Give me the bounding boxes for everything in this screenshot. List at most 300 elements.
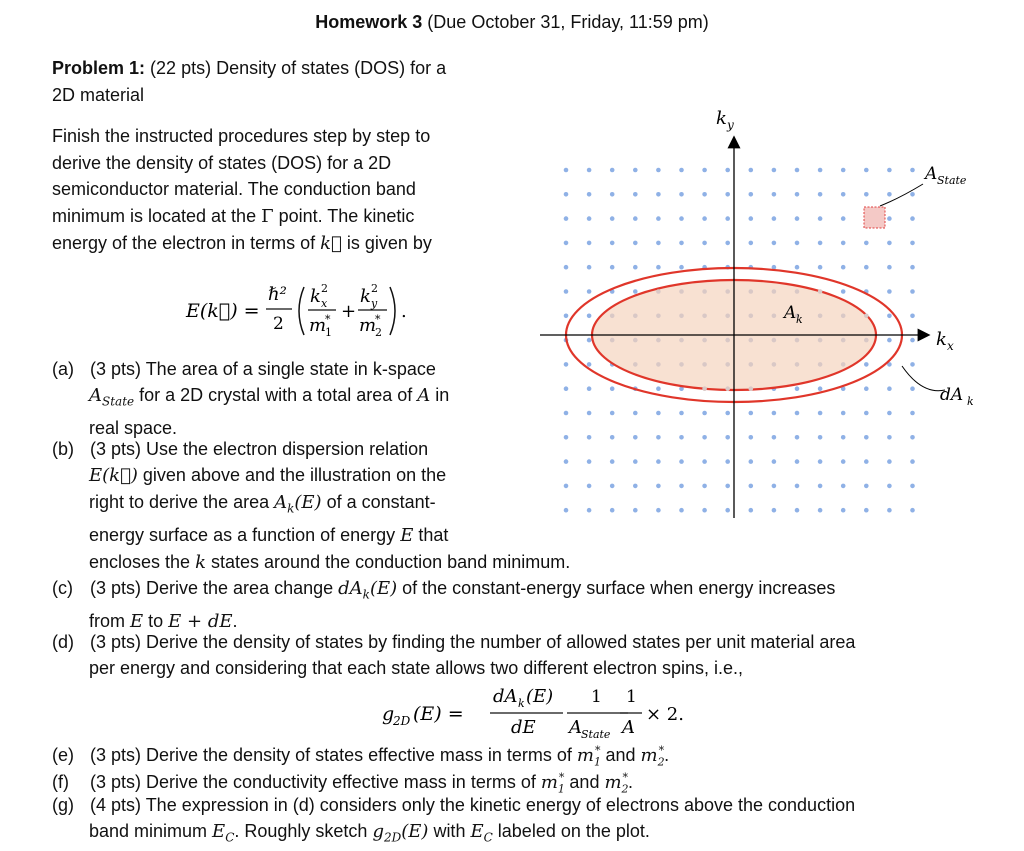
- k-state-dot: [910, 192, 915, 197]
- k-state-dot: [725, 241, 730, 246]
- c-E: E: [130, 610, 144, 632]
- b-k: k: [195, 551, 206, 573]
- k-state-dot: [564, 168, 569, 173]
- k-state-dot: [841, 338, 846, 343]
- k-state-dot: [772, 338, 777, 343]
- g-g2d-sub: 2D: [383, 830, 402, 845]
- eq-left-paren: [299, 287, 304, 335]
- ak-label-sub: k: [796, 313, 803, 326]
- k-state-dot: [656, 338, 661, 343]
- intro-line1: Finish the instructed procedures step by step to: [52, 126, 431, 146]
- k-state-dot: [818, 508, 823, 513]
- intro-line2: derive the density of states (DOS) for a 2D: [52, 152, 392, 173]
- k-state-dot: [864, 338, 869, 343]
- k-state-dot: [656, 216, 661, 221]
- k-state-dot: [864, 168, 869, 173]
- k-state-dot: [818, 192, 823, 197]
- k-state-dot: [679, 362, 684, 367]
- k-state-dot: [610, 386, 615, 391]
- k-state-dot: [656, 484, 661, 489]
- k-state-dot: [679, 289, 684, 294]
- k-state-dot: [656, 289, 661, 294]
- k-state-dot: [702, 435, 707, 440]
- k-state-dot: [887, 265, 892, 270]
- k-state-dot: [818, 241, 823, 246]
- dos-num1-rest: (E): [526, 686, 554, 707]
- k-state-dot: [818, 289, 823, 294]
- g-Ec2: E: [470, 821, 484, 842]
- k-state-dot: [725, 386, 730, 391]
- dos-den2-sub: State: [581, 728, 611, 740]
- k-state-dot: [841, 411, 846, 416]
- title-due-date: (Due October 31, Friday, 11:59 pm): [427, 12, 709, 32]
- k-state-dot: [610, 338, 615, 343]
- k-state-dot: [795, 484, 800, 489]
- k-state-dot: [772, 435, 777, 440]
- k-state-dot: [749, 484, 754, 489]
- k-state-dot: [633, 168, 638, 173]
- b-line5-end: states around the conduction band minimum.: [206, 551, 571, 572]
- k-state-dot: [772, 411, 777, 416]
- k-state-dot: [910, 508, 915, 513]
- k-state-dot: [772, 362, 777, 367]
- dos-den2: A: [569, 717, 582, 738]
- k-state-dot: [633, 192, 638, 197]
- k-state-dot: [656, 192, 661, 197]
- k-state-dot: [864, 241, 869, 246]
- k-state-dot: [841, 484, 846, 489]
- a-line2-end: in: [430, 385, 450, 405]
- k-state-dot: [633, 314, 638, 319]
- item-d-line1: (3 pts) Derive the density of states by finding the number of allowed states per unit material area: [90, 632, 856, 652]
- item-d-line2: per energy and considering that each state allows two different electron spins, i.e.,: [89, 658, 744, 678]
- k-state-dot: [725, 459, 730, 464]
- k-state-dot: [887, 192, 892, 197]
- k-state-dot: [818, 265, 823, 270]
- k-state-dot: [818, 435, 823, 440]
- k-state-dot: [749, 386, 754, 391]
- item-e-label: (e): [52, 745, 74, 765]
- k-state-dot: [679, 168, 684, 173]
- k-state-dot: [564, 192, 569, 197]
- dos-g-sub: 2D: [393, 714, 411, 728]
- k-state-dot: [910, 289, 915, 294]
- k-state-dot: [679, 459, 684, 464]
- eq-m1: m: [309, 315, 327, 336]
- k-state-dot: [749, 411, 754, 416]
- eq-two: 2: [273, 314, 284, 334]
- k-state-dot: [749, 362, 754, 367]
- g-Ec-sub: C: [225, 830, 235, 845]
- k-state-dot: [702, 508, 707, 513]
- k-state-dot: [795, 265, 800, 270]
- e-and: and: [600, 745, 641, 765]
- b-ak-sub: k: [287, 501, 295, 516]
- k-state-dot: [818, 411, 823, 416]
- item-d-label: (d): [52, 632, 74, 652]
- k-state-dot: [587, 362, 592, 367]
- k-state-dot: [841, 265, 846, 270]
- k-state-dot: [679, 484, 684, 489]
- k-state-dot: [587, 411, 592, 416]
- k-state-dot: [887, 289, 892, 294]
- k-state-dot: [749, 192, 754, 197]
- k-state-dot: [910, 216, 915, 221]
- k-state-dot: [725, 216, 730, 221]
- dos-g: g: [382, 703, 395, 725]
- k-state-dot: [725, 314, 730, 319]
- k-state-dot: [841, 289, 846, 294]
- item-b-line1: (3 pts) Use the electron dispersion relation: [90, 439, 429, 459]
- problem-label: Problem 1:: [52, 58, 146, 78]
- k-state-dot: [587, 314, 592, 319]
- k-state-dot: [910, 484, 915, 489]
- item-a-line1: (3 pts) The area of a single state in k-space: [90, 359, 436, 379]
- a-astate-sub: State: [102, 394, 135, 409]
- k-state-dot: [795, 508, 800, 513]
- k-state-dot: [818, 484, 823, 489]
- eq-kx-sub: x: [321, 297, 328, 310]
- k-state-dot: [795, 241, 800, 246]
- k-state-dot: [702, 411, 707, 416]
- b-ak-arg: (E): [294, 492, 322, 513]
- k-state-dot: [887, 508, 892, 513]
- e-line1: (3 pts) Derive the density of states effective mass in terms of: [90, 745, 577, 765]
- item-f-label: (f): [52, 772, 69, 792]
- k-state-dot: [887, 216, 892, 221]
- k-state-dot: [564, 265, 569, 270]
- title-bold: Homework 3: [315, 12, 423, 32]
- k-state-dot: [587, 265, 592, 270]
- k-state-dot: [656, 459, 661, 464]
- item-e: (e) (3 pts) Derive the density of states effective mass in terms of $m_1^*$ and $m_2^*$.: [52, 744, 670, 769]
- k-state-dot: [795, 338, 800, 343]
- k-state-dot: [564, 216, 569, 221]
- kx-label: k: [936, 329, 947, 350]
- a-line2: for a 2D crystal with a total area of: [134, 385, 418, 405]
- k-state-dot: [587, 241, 592, 246]
- problem-heading-line2: 2D material: [52, 84, 145, 105]
- b-line5: encloses the: [89, 551, 196, 572]
- k-state-dot: [910, 338, 915, 343]
- k-state-dot: [610, 314, 615, 319]
- g-line2-mid: . Roughly sketch: [234, 821, 373, 841]
- b-E: E: [400, 524, 414, 546]
- k-state-dot: [610, 192, 615, 197]
- dos-times-two: × 2.: [646, 704, 684, 725]
- c-line2: from: [89, 610, 131, 631]
- k-state-dot: [841, 435, 846, 440]
- intro-paragraph: [52, 123, 522, 258]
- k-state-dot: [725, 435, 730, 440]
- k-state-dot: [772, 484, 777, 489]
- k-state-dot: [587, 289, 592, 294]
- k-state-dot: [795, 192, 800, 197]
- k-state-dot: [633, 265, 638, 270]
- k-state-dot: [864, 411, 869, 416]
- k-state-dot: [841, 314, 846, 319]
- a-area: A: [417, 385, 431, 406]
- k-state-dot: [725, 338, 730, 343]
- k-state-dot: [818, 338, 823, 343]
- k-state-dot: [795, 459, 800, 464]
- b-E-of-k: E(k⃗): [89, 465, 138, 486]
- eq-period: .: [401, 301, 407, 322]
- k-state-dot: [702, 314, 707, 319]
- b-line4: energy surface as a function of energy: [89, 524, 401, 545]
- c-dak-sub: k: [362, 587, 370, 602]
- k-state-dot: [864, 362, 869, 367]
- g-Ec: E: [212, 821, 226, 842]
- k-state-dot: [887, 241, 892, 246]
- problem-heading-line1: (22 pts) Density of states (DOS) for a: [150, 58, 447, 78]
- k-state-dot: [910, 362, 915, 367]
- g-Ec2-sub: C: [483, 830, 493, 845]
- k-state-dot: [749, 435, 754, 440]
- b-line3: right to derive the area: [89, 492, 275, 512]
- dos-num3: 1: [626, 687, 637, 707]
- k-state-dot: [656, 508, 661, 513]
- eq-kx-sq: 2: [321, 282, 328, 295]
- item-a: [52, 356, 522, 441]
- b-line3-end: of a constant-: [321, 492, 436, 512]
- k-state-dot: [772, 192, 777, 197]
- k-state-dot: [749, 289, 754, 294]
- k-state-dot: [679, 435, 684, 440]
- dos-num2: 1: [591, 687, 602, 707]
- k-state-dot: [749, 338, 754, 343]
- k-state-dot: [633, 216, 638, 221]
- item-b-label: (b): [52, 439, 74, 459]
- k-state-dot: [795, 411, 800, 416]
- k-state-dot: [841, 168, 846, 173]
- k-state-dot: [841, 508, 846, 513]
- k-state-dot: [887, 386, 892, 391]
- dak-leader-line: [902, 366, 945, 391]
- astate-leader-line: [880, 184, 923, 206]
- eq-m1-sub: 1: [325, 326, 332, 339]
- a-astate: A: [89, 385, 102, 406]
- k-state-dot: [841, 192, 846, 197]
- k-state-dot: [656, 362, 661, 367]
- k-state-dot: [656, 435, 661, 440]
- c-line1: (3 pts) Derive the area change: [90, 578, 339, 598]
- k-state-dot: [910, 386, 915, 391]
- k-state-dot: [795, 386, 800, 391]
- k-state-dot: [910, 435, 915, 440]
- item-g-label: (g): [52, 795, 74, 815]
- intro-line5: energy of the electron in terms of: [52, 233, 321, 253]
- page-title: [0, 12, 1024, 33]
- k-state-dot: [725, 168, 730, 173]
- c-line1-end: of the constant-energy surface when energy increases: [397, 578, 836, 598]
- k-state-dot: [887, 411, 892, 416]
- k-state-dot: [772, 314, 777, 319]
- k-state-dot: [818, 459, 823, 464]
- k-state-dot: [725, 484, 730, 489]
- k-state-dot: [633, 289, 638, 294]
- b-line2: given above and the illustration on the: [137, 465, 447, 485]
- k-state-dot: [818, 216, 823, 221]
- g-g2d: g: [372, 821, 384, 842]
- k-state-dot: [564, 386, 569, 391]
- k-state-dot: [818, 362, 823, 367]
- eq-m2: m: [359, 315, 377, 336]
- k-state-dot: [795, 435, 800, 440]
- eq-right-paren: [390, 287, 395, 335]
- dos-equation: [380, 680, 710, 740]
- k-state-dot: [587, 168, 592, 173]
- item-f: (f) (3 pts) Derive the conductivity effective mass in terms of $m_1^*$ and $m_2^*$.: [52, 771, 634, 796]
- k-state-dot: [864, 459, 869, 464]
- k-state-dot: [679, 216, 684, 221]
- dak-label-sub: k: [967, 395, 974, 408]
- f-and: and: [564, 772, 605, 792]
- k-state-dot: [772, 508, 777, 513]
- k-state-dot: [564, 411, 569, 416]
- k-state-dot: [702, 362, 707, 367]
- item-g-line1: (4 pts) The expression in (d) considers only the kinetic energy of electrons above the conduction: [90, 795, 856, 815]
- astate-label: A: [925, 164, 938, 184]
- k-state-dot: [887, 338, 892, 343]
- c-E-plus-dE: E + dE: [168, 610, 233, 632]
- k-state-dot: [610, 216, 615, 221]
- k-state-dot: [887, 168, 892, 173]
- k-state-dot: [887, 484, 892, 489]
- intro-line3: semiconductor material. The conduction band: [52, 179, 416, 199]
- k-state-dot: [725, 289, 730, 294]
- k-state-dot: [841, 362, 846, 367]
- k-state-dot: [725, 508, 730, 513]
- k-state-dot: [564, 241, 569, 246]
- b-line4-end: that: [413, 524, 449, 545]
- g-line2: band minimum: [89, 821, 213, 841]
- k-state-dot: [841, 459, 846, 464]
- k-state-dot: [772, 459, 777, 464]
- eq-m1-star: *: [325, 313, 331, 326]
- kinetic-energy-equation: [180, 274, 450, 346]
- k-state-dot: [887, 459, 892, 464]
- eq-kx: k: [310, 286, 321, 307]
- k-state-dot: [910, 314, 915, 319]
- k-state-dot: [679, 241, 684, 246]
- dak-label: dA: [940, 385, 964, 405]
- k-state-dot: [772, 241, 777, 246]
- item-a-label: (a): [52, 359, 74, 379]
- item-d: [52, 629, 1012, 681]
- eq-hbar2: ℏ²: [268, 284, 287, 305]
- k-state-dot: [749, 216, 754, 221]
- k-state-dot: [772, 289, 777, 294]
- k-state-dot: [656, 386, 661, 391]
- e-end: .: [664, 745, 670, 765]
- k-state-dot: [564, 314, 569, 319]
- astate-label-sub: State: [937, 174, 967, 187]
- k-state-dot: [910, 241, 915, 246]
- k-state-dot: [910, 265, 915, 270]
- k-state-dot: [610, 265, 615, 270]
- k-state-dot: [656, 168, 661, 173]
- k-state-dot: [725, 362, 730, 367]
- k-state-dot: [679, 508, 684, 513]
- k-state-dot: [795, 216, 800, 221]
- g-with: with: [428, 821, 471, 841]
- k-state-dot: [864, 484, 869, 489]
- k-state-dot: [656, 241, 661, 246]
- dos-num1: dA: [493, 686, 518, 707]
- k-state-dot: [702, 192, 707, 197]
- k-state-dot: [702, 216, 707, 221]
- k-state-dot: [749, 168, 754, 173]
- eq-plus: +: [341, 301, 357, 322]
- k-state-dot: [656, 411, 661, 416]
- k-state-dot: [910, 168, 915, 173]
- k-state-dot: [702, 459, 707, 464]
- k-state-dot: [725, 192, 730, 197]
- k-state-dot: [587, 386, 592, 391]
- dos-num1-sub: k: [518, 697, 525, 710]
- eq-m2-sub: 2: [375, 326, 382, 339]
- k-state-dot: [864, 435, 869, 440]
- f-end: .: [628, 772, 634, 792]
- k-state-dot: [910, 459, 915, 464]
- k-state-dot: [749, 459, 754, 464]
- k-state-dot: [818, 386, 823, 391]
- c-dak: dA: [338, 578, 363, 599]
- k-state-dot: [633, 241, 638, 246]
- k-state-dot: [864, 508, 869, 513]
- k-state-dot: [610, 241, 615, 246]
- dos-den1: dE: [511, 717, 536, 738]
- single-state-area-box: [864, 207, 885, 228]
- k-state-dot: [656, 314, 661, 319]
- k-state-dot: [864, 265, 869, 270]
- k-state-dot: [633, 338, 638, 343]
- k-state-dot: [818, 314, 823, 319]
- k-state-dot: [679, 338, 684, 343]
- a-line3: real space.: [89, 417, 178, 438]
- k-state-dot: [841, 216, 846, 221]
- k-state-dot: [702, 168, 707, 173]
- k-state-dot: [702, 386, 707, 391]
- k-state-dot: [679, 314, 684, 319]
- eq-ky: k: [360, 286, 371, 307]
- k-state-dot: [772, 216, 777, 221]
- k-state-dot: [887, 435, 892, 440]
- k-state-dot: [610, 411, 615, 416]
- k-state-dot: [656, 265, 661, 270]
- k-state-dot: [702, 289, 707, 294]
- k-state-dot: [564, 362, 569, 367]
- k-state-dot: [887, 314, 892, 319]
- k-state-dot: [702, 338, 707, 343]
- k-state-dot: [749, 241, 754, 246]
- g-line2-end: labeled on the plot.: [492, 821, 650, 841]
- k-state-dot: [795, 289, 800, 294]
- k-state-dot: [679, 192, 684, 197]
- k-state-dot: [725, 411, 730, 416]
- k-state-dot: [679, 265, 684, 270]
- c-period: .: [232, 610, 238, 631]
- b-ak: A: [274, 492, 288, 513]
- k-state-dot: [749, 508, 754, 513]
- k-state-dot: [772, 168, 777, 173]
- k-state-dot: [702, 241, 707, 246]
- f-line1: (3 pts) Derive the conductivity effective mass in terms of: [90, 772, 541, 792]
- k-state-dot: [910, 411, 915, 416]
- k-state-dot: [818, 168, 823, 173]
- eq-m2-star: *: [375, 313, 381, 326]
